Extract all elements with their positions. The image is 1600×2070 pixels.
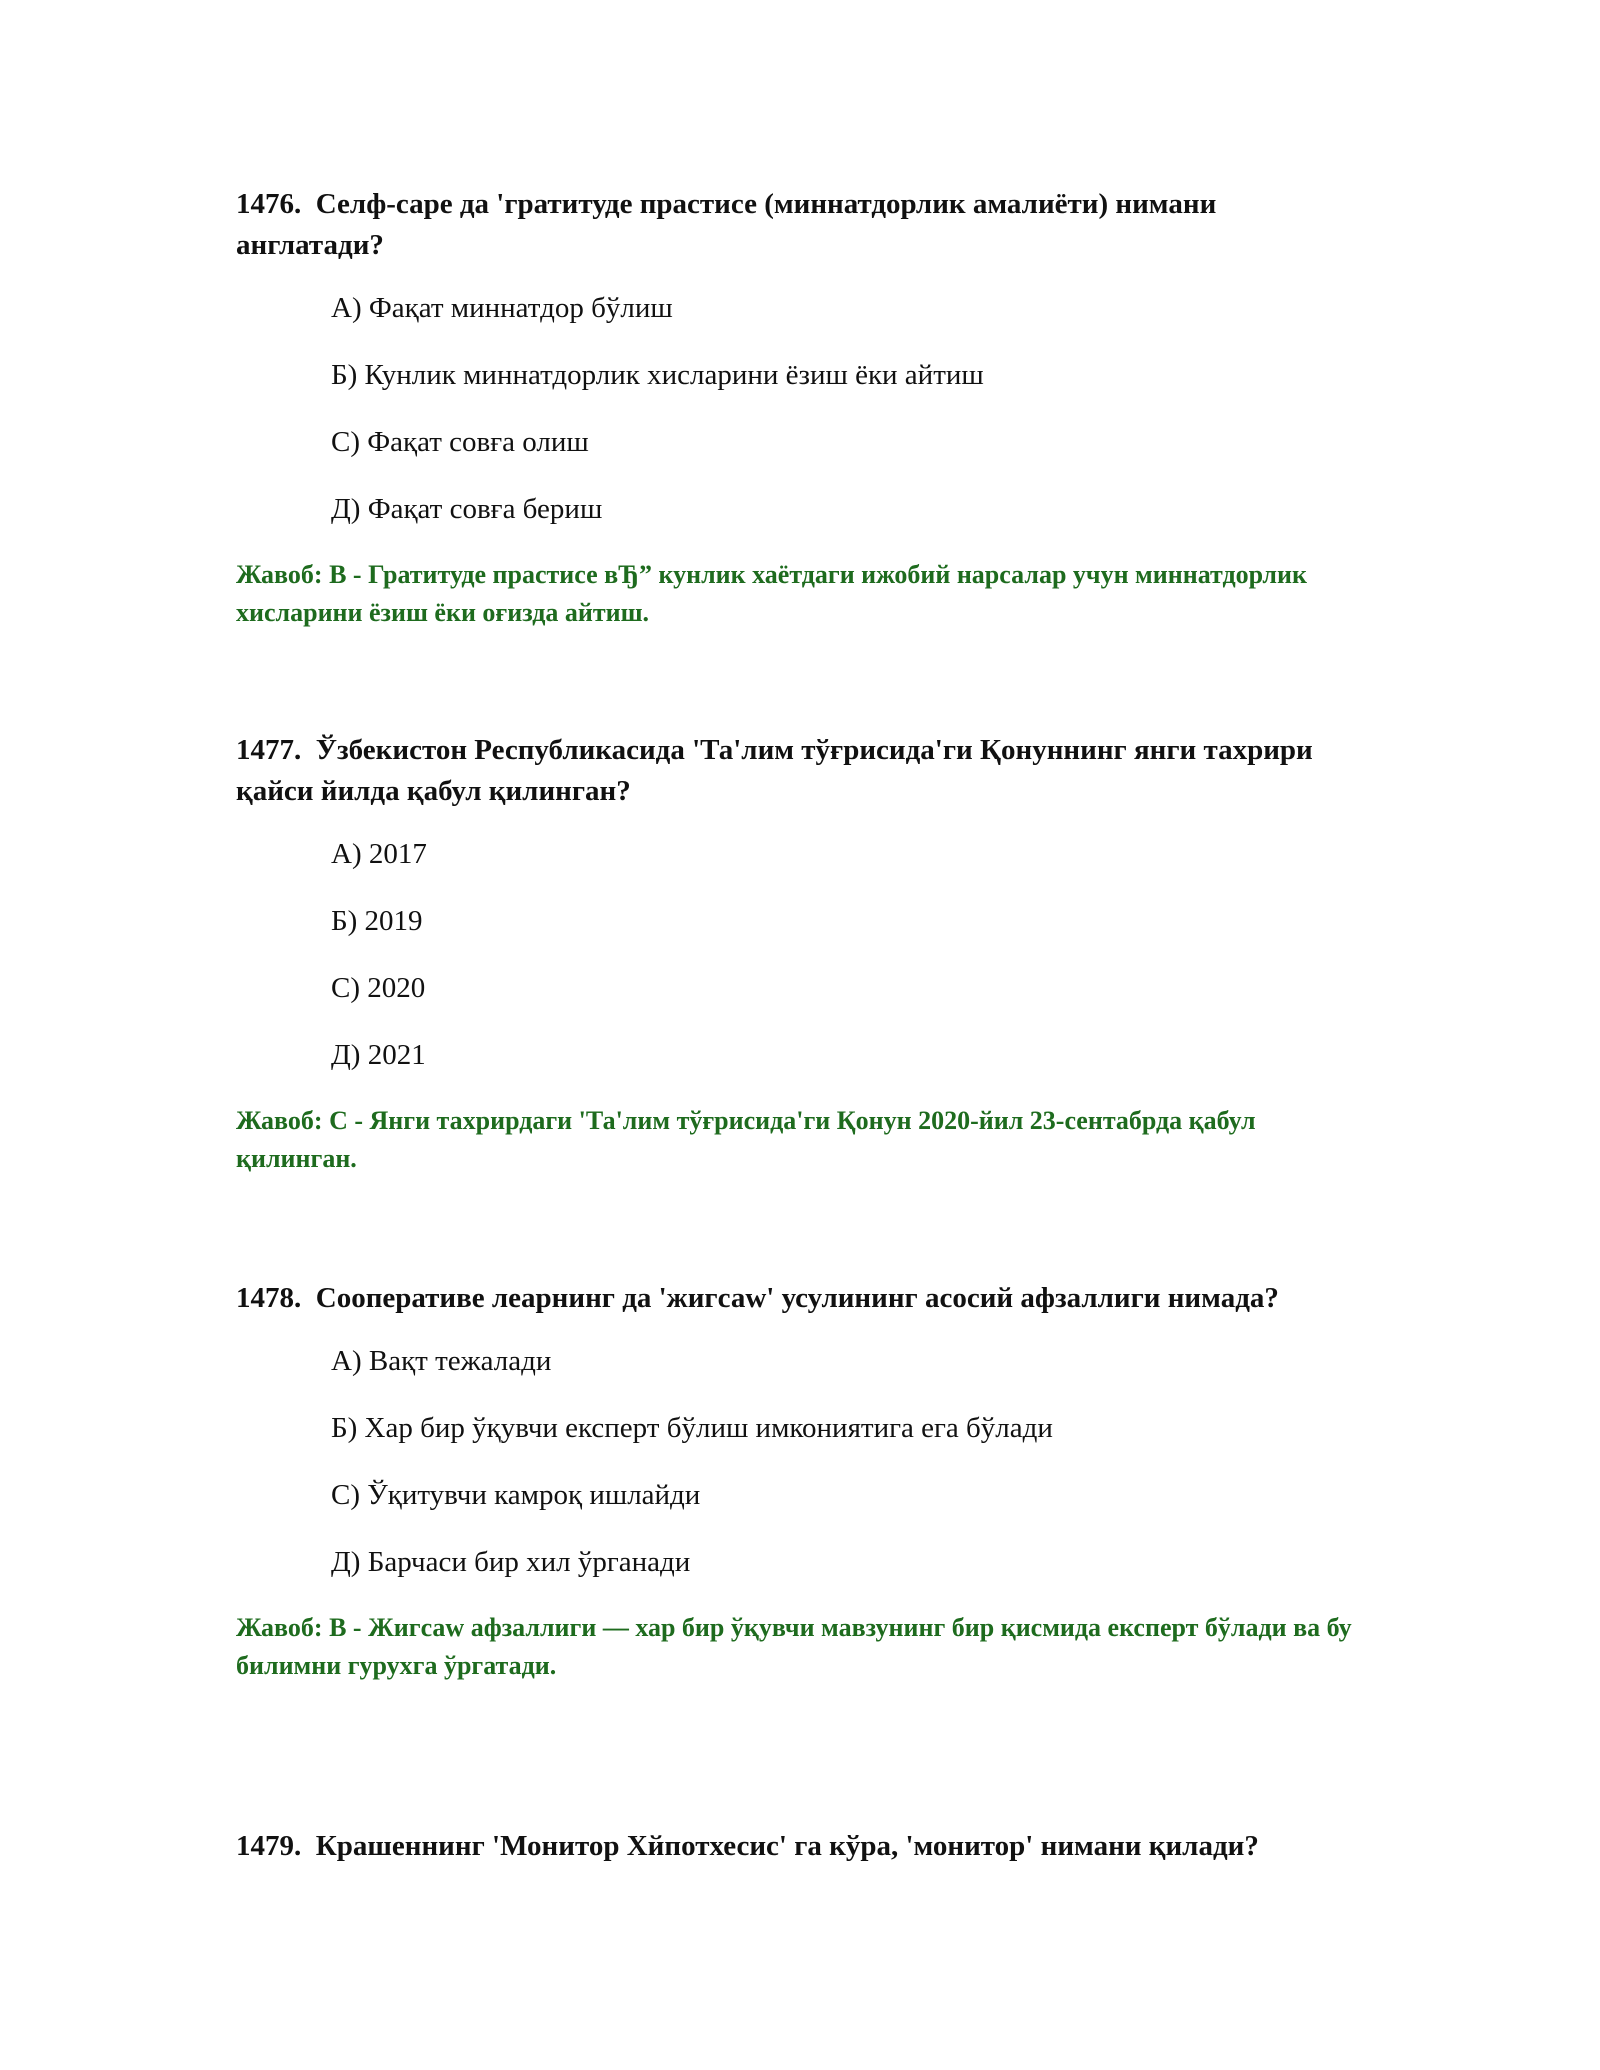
option-c: С) 2020 xyxy=(331,972,426,1004)
option-a: А) Фақат миннатдор бўлиш xyxy=(331,292,673,324)
question-body: Ўзбекистон Республикасида 'Та'лим тўғрисида'ги Қонуннинг янги тахрири қайси йилда қабул қилинган? xyxy=(236,734,1313,807)
question-number: 1479. xyxy=(236,1830,302,1862)
question-text xyxy=(236,1278,1356,1319)
answer-text: Жавоб: В - Гратитуде прастисе вЂ” кунлик хаётдаги ижобий нарсалар учун миннатдорлик хисларини ёзиш ёки оғизда айтиш. xyxy=(236,560,1307,627)
option-b: Б) Хар бир ўқувчи експерт бўлиш имкониятига ега бўлади xyxy=(331,1412,1053,1444)
question-body: Соопеpативе леарнинг да 'жигсаw' усулининг асосий афзаллиги нимада? xyxy=(315,1282,1279,1314)
option-b: Б) 2019 xyxy=(331,905,423,937)
question-number: 1476. xyxy=(236,188,302,220)
options-list xyxy=(331,834,1356,1076)
question-number: 1477. xyxy=(236,734,302,766)
question-number: 1478. xyxy=(236,1282,302,1314)
question-text xyxy=(236,1826,1356,1867)
option-b: Б) Кунлик миннатдорлик хисларини ёзиш ёки айтиш xyxy=(331,359,984,391)
option-c: С) Фақат совға олиш xyxy=(331,426,589,458)
option-d: Д) 2021 xyxy=(331,1039,426,1071)
question-1478 xyxy=(236,1278,1356,1685)
question-text xyxy=(236,730,1356,812)
option-d: Д) Фақат совға бериш xyxy=(331,493,603,525)
question-1476 xyxy=(236,184,1356,632)
options-list xyxy=(331,1341,1356,1583)
option-c: С) Ўқитувчи камроқ ишлайди xyxy=(331,1479,701,1511)
option-a: А) Вақт тежалади xyxy=(331,1345,552,1377)
option-d: Д) Барчаси бир хил ўрганади xyxy=(331,1546,691,1578)
question-1477 xyxy=(236,730,1356,1178)
options-list xyxy=(331,288,1356,530)
answer-text: Жавоб: В - Жигсаw афзаллиги — хар бир ўқувчи мавзунинг бир қисмида експерт бўлади ва бу билимни гурухга ўргатади. xyxy=(236,1613,1352,1680)
question-1479 xyxy=(236,1826,1356,1867)
question-body: Крашеннинг 'Монитор Хйпотхесис' га кўра, 'монитор' нимани қилади? xyxy=(315,1830,1259,1862)
answer-text: Жавоб: С - Янги тахрирдаги 'Та'лим тўғрисида'ги Қонун 2020-йил 23-сентабрда қабул қилинган. xyxy=(236,1106,1256,1173)
option-a: А) 2017 xyxy=(331,838,427,870)
question-text xyxy=(236,184,1356,266)
question-body: Селф-саре да 'гратитуде прастисе (миннатдорлик амалиёти) нимани англатади? xyxy=(236,188,1217,261)
